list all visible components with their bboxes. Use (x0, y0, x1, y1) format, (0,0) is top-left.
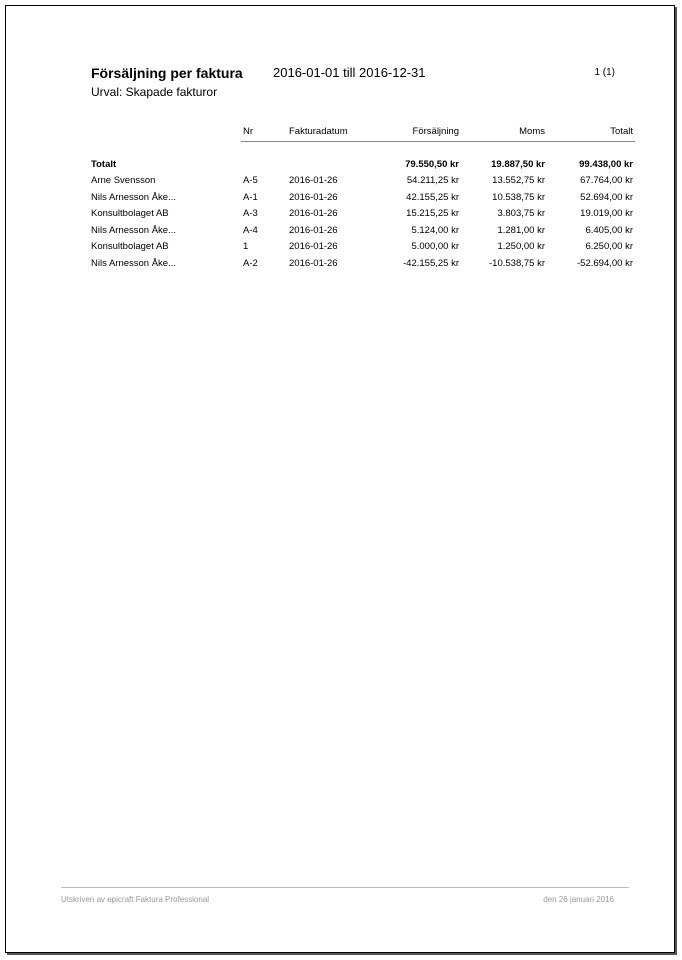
table-row (89, 255, 635, 272)
total-label: Totalt (91, 158, 117, 170)
column-header-customer (89, 123, 241, 142)
footer-print-date: den 26 januari 2016 (543, 895, 614, 904)
row-invoice-date: 2016-01-26 (289, 241, 338, 253)
row-vat: 10.538,75 kr (492, 191, 545, 203)
row-vat: 3.803,75 kr (497, 208, 545, 220)
page-number: 1 (1) (594, 67, 615, 78)
row-invoice-nr: 1 (243, 241, 249, 253)
column-header-total: Totalt (547, 123, 635, 142)
table-spacer-row (89, 142, 635, 157)
row-vat: 1.250,00 kr (497, 241, 545, 253)
report-selection: Urval: Skapade fakturor (91, 85, 218, 99)
total-row (89, 156, 635, 173)
report-title: Försäljning per faktura (91, 65, 243, 81)
row-invoice-date: 2016-01-26 (289, 224, 338, 236)
row-invoice-nr: A-1 (243, 191, 258, 203)
row-total: 6.405,00 kr (585, 224, 633, 236)
total-amount: 99.438,00 kr (579, 158, 633, 170)
row-sales: -42.155,25 kr (403, 257, 459, 269)
footer-divider (61, 887, 629, 888)
row-total: 6.250,00 kr (585, 241, 633, 253)
column-header-sales: Försäljning (379, 123, 461, 142)
row-invoice-nr: A-4 (243, 224, 258, 236)
column-header-invoice-date: Fakturadatum (287, 123, 379, 142)
row-customer: Nils Arnesson Åke... (91, 257, 177, 269)
row-invoice-date: 2016-01-26 (289, 175, 338, 187)
column-header-nr: Nr (241, 123, 287, 142)
total-sales: 79.550,50 kr (405, 158, 459, 170)
row-sales: 5.000,00 kr (411, 241, 459, 253)
row-total: 19.019,00 kr (580, 208, 633, 220)
row-total: 52.694,00 kr (580, 191, 633, 203)
footer-printed-by: Utskriven av epicraft Faktura Professional (61, 895, 210, 904)
row-vat: 13.552,75 kr (492, 175, 545, 187)
row-invoice-nr: A-5 (243, 175, 258, 187)
invoice-sales-table (89, 123, 635, 272)
table-row (89, 222, 635, 239)
row-customer: Nils Arnesson Åke... (91, 191, 177, 203)
table-row (89, 206, 635, 223)
report-period: 2016-01-01 till 2016-12-31 (273, 65, 426, 80)
row-total: -52.694,00 kr (577, 257, 633, 269)
report-page (5, 5, 675, 953)
row-invoice-date: 2016-01-26 (289, 191, 338, 203)
row-invoice-date: 2016-01-26 (289, 208, 338, 220)
table-row (89, 239, 635, 256)
table-row (89, 189, 635, 206)
table-header-row (89, 123, 635, 142)
row-customer: Konsultbolaget AB (91, 208, 169, 220)
row-vat: 1.281,00 kr (497, 224, 545, 236)
row-invoice-date: 2016-01-26 (289, 257, 338, 269)
row-sales: 42.155,25 kr (406, 191, 459, 203)
row-customer: Arne Svensson (91, 175, 156, 187)
row-sales: 5.124,00 kr (411, 224, 459, 236)
row-customer: Konsultbolaget AB (91, 241, 169, 253)
row-sales: 54.211,25 kr (406, 175, 459, 187)
total-vat: 19.887,50 kr (491, 158, 545, 170)
row-customer: Nils Arnesson Åke... (91, 224, 177, 236)
table-row (89, 173, 635, 190)
row-vat: -10.538,75 kr (489, 257, 545, 269)
column-header-vat: Moms (461, 123, 547, 142)
row-sales: 15.215,25 kr (406, 208, 459, 220)
row-total: 67.764,00 kr (580, 175, 633, 187)
row-invoice-nr: A-2 (243, 257, 258, 269)
row-invoice-nr: A-3 (243, 208, 258, 220)
